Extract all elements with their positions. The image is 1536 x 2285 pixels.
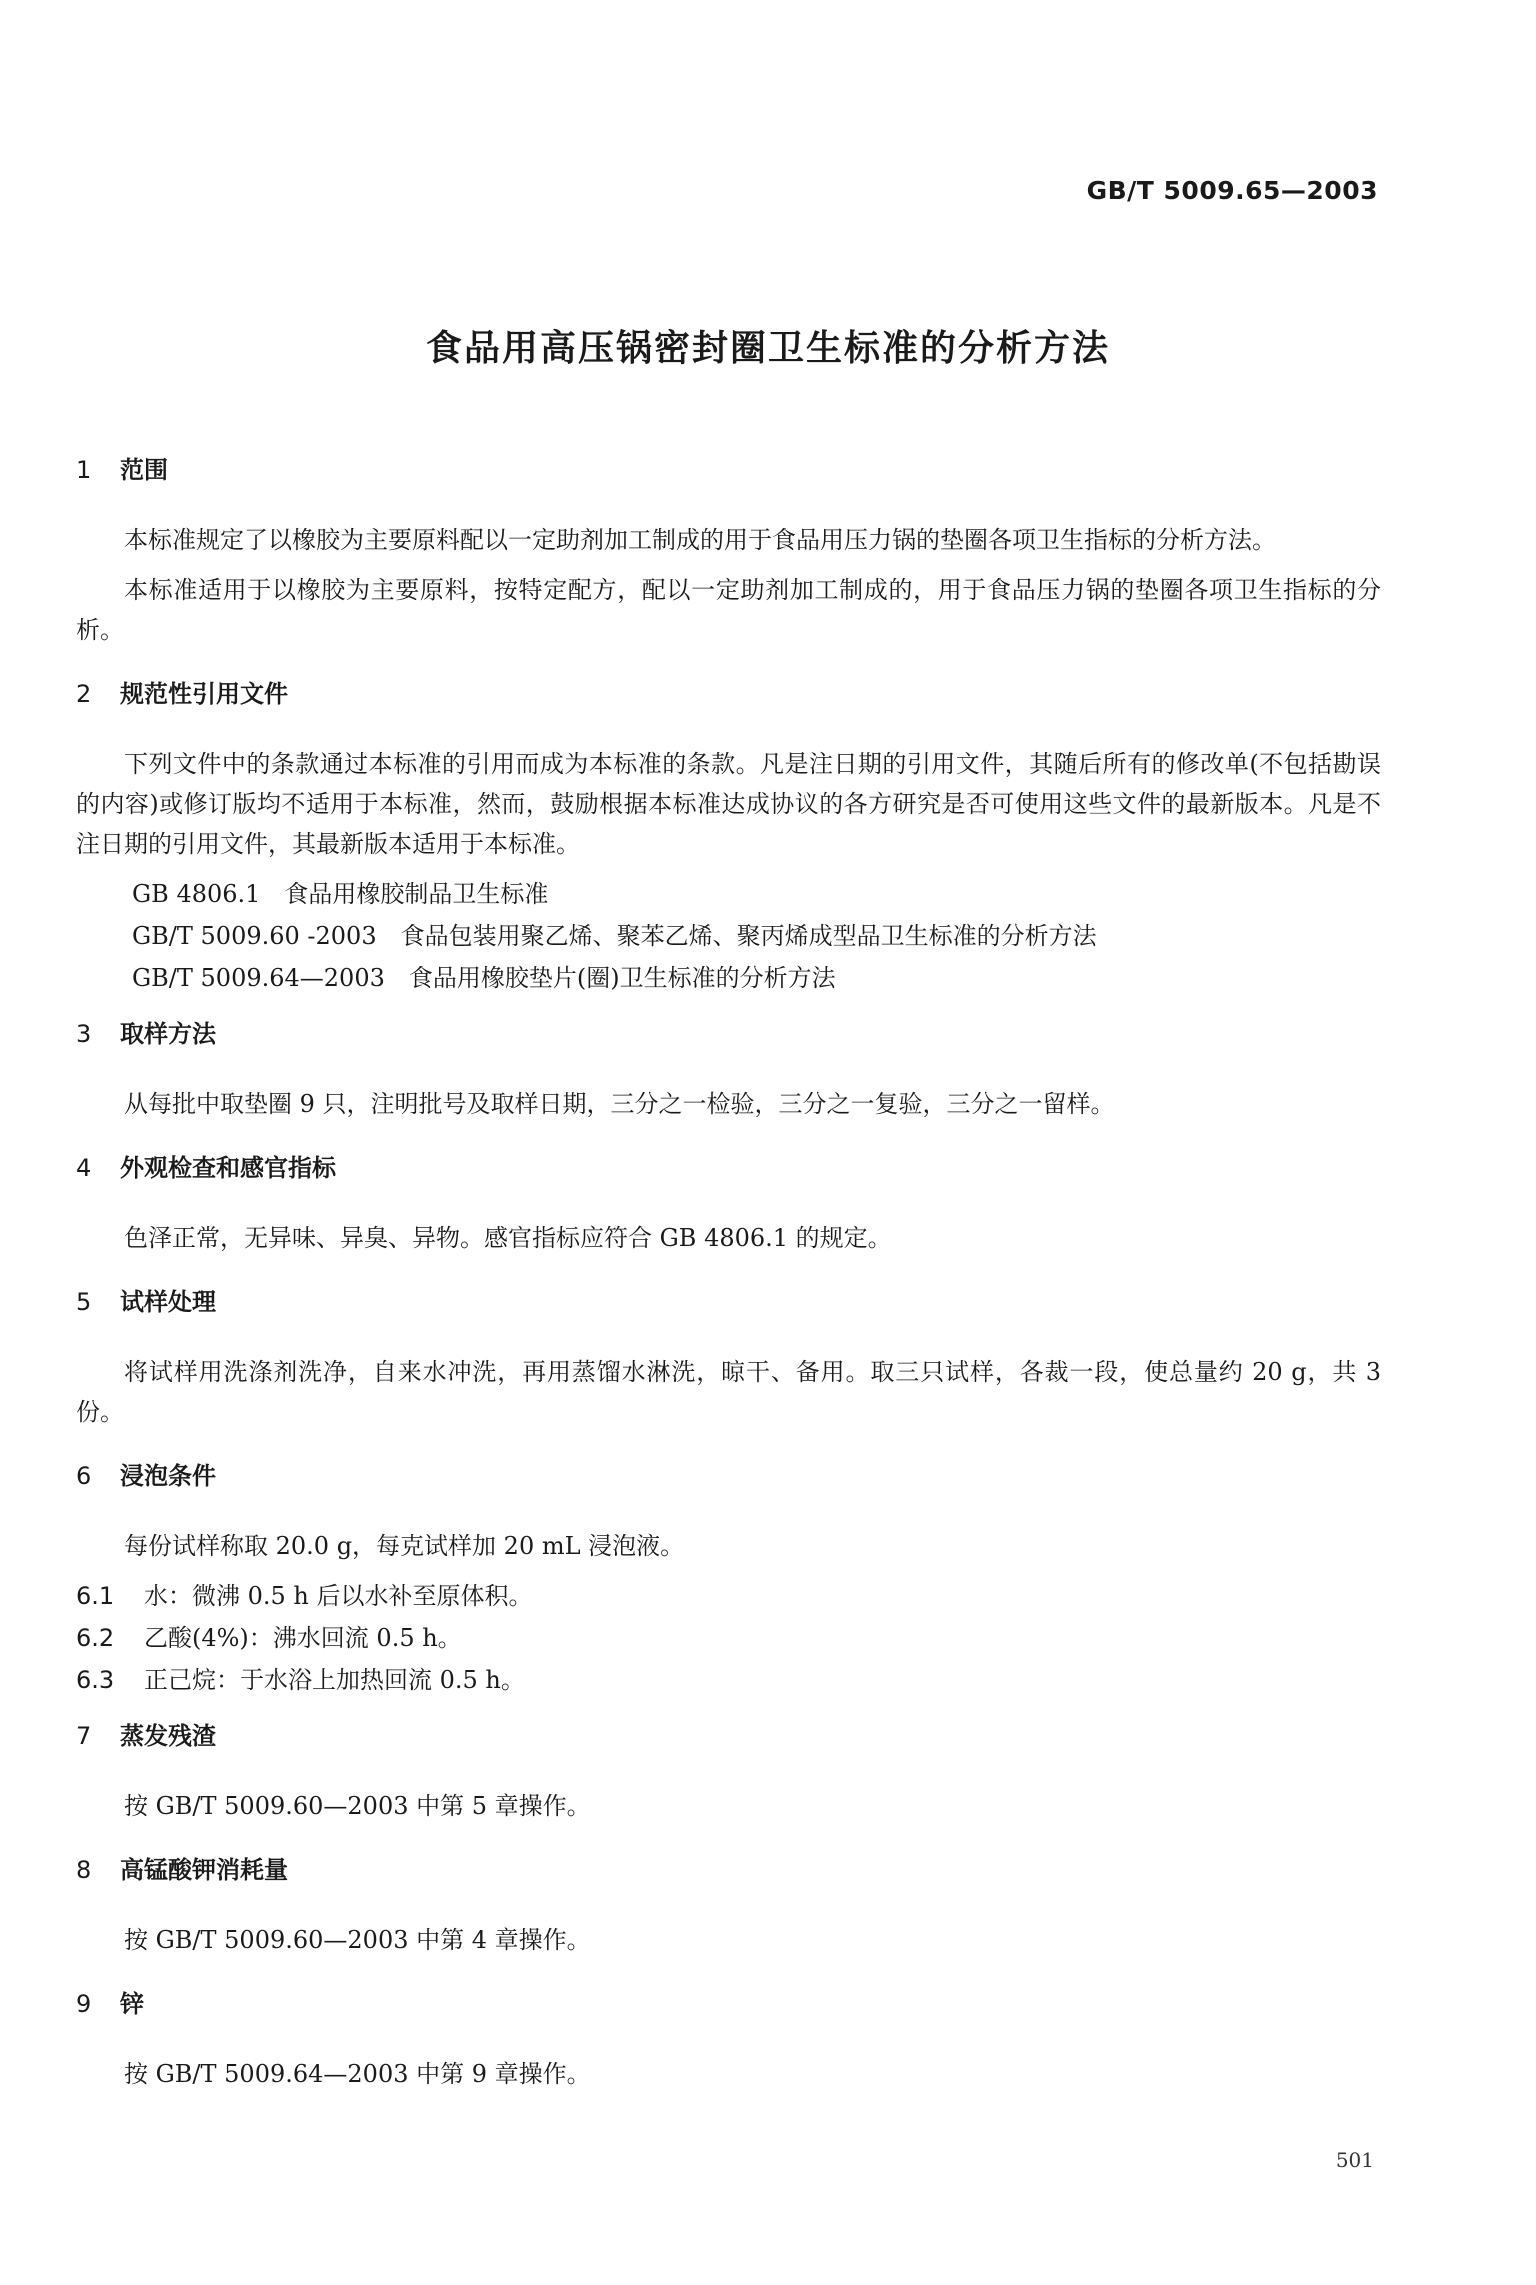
paragraph: 按 GB/T 5009.60—2003 中第 5 章操作。	[124, 1792, 591, 1820]
section-number: 1	[76, 456, 92, 484]
section-heading	[76, 1282, 1381, 1322]
paragraph: 本标准规定了以橡胶为主要原料配以一定助剂加工制成的用于食品用压力锅的垫圈各项卫生指标的分析方法。	[124, 526, 1276, 554]
section-evaporation-residue	[76, 1716, 1381, 1826]
reference-item	[76, 916, 1381, 958]
document-title: 食品用高压锅密封圈卫生标准的分析方法	[425, 328, 1110, 369]
section-title: 取样方法	[120, 1020, 216, 1048]
paragraph: 从每批中取垫圈 9 只，注明批号及取样日期，三分之一检验，三分之一复验，三分之一留样。	[124, 1090, 1115, 1118]
section-number: 8	[76, 1856, 92, 1884]
section-heading	[76, 1456, 1381, 1496]
section-zinc	[76, 1984, 1381, 2094]
section-heading	[76, 450, 1381, 490]
section-title: 试样处理	[120, 1288, 216, 1316]
section-title: 浸泡条件	[120, 1462, 216, 1490]
section-number: 3	[76, 1020, 92, 1048]
section-heading	[76, 1716, 1381, 1756]
document-body	[76, 450, 1381, 2104]
section-heading	[76, 1148, 1381, 1188]
subclause-item	[76, 1618, 1381, 1660]
reference-code: GB 4806.1	[132, 880, 261, 908]
section-permanganate-consumption	[76, 1850, 1381, 1960]
section-title: 高锰酸钾消耗量	[120, 1856, 288, 1884]
reference-title: 食品包装用聚乙烯、聚苯乙烯、聚丙烯成型品卫生标准的分析方法	[400, 922, 1097, 950]
paragraph: 按 GB/T 5009.60—2003 中第 4 章操作。	[124, 1926, 591, 1954]
subclause-number: 6.2	[76, 1624, 115, 1652]
section-sample-treatment	[76, 1282, 1381, 1432]
section-heading	[76, 1984, 1381, 2024]
reference-item	[76, 874, 1381, 916]
reference-code: GB/T 5009.60 -2003	[132, 922, 377, 950]
section-scope	[76, 450, 1381, 650]
section-sampling	[76, 1014, 1381, 1124]
subclause-text: 乙酸(4%)：沸水回流 0.5 h。	[144, 1624, 462, 1652]
reference-item	[76, 958, 1381, 1000]
section-title: 锌	[120, 1990, 144, 2018]
section-title: 规范性引用文件	[120, 680, 288, 708]
paragraph: 下列文件中的条款通过本标准的引用而成为本标准的条款。凡是注日期的引用文件，其随后所有的修改单(不包括勘误的内容)或修订版均不适用于本标准，然而，鼓励根据本标准达成协议的各方研究是否可使用这些文件的最新版本。凡是不注日期的引用文件，其最新版本适用于本标准。	[76, 750, 1381, 858]
paragraph: 每份试样称取 20.0 g，每克试样加 20 mL 浸泡液。	[124, 1532, 685, 1560]
section-appearance	[76, 1148, 1381, 1258]
section-title: 范围	[120, 456, 168, 484]
subclause-text: 水：微沸 0.5 h 后以水补至原体积。	[144, 1582, 533, 1610]
subclause-number: 6.1	[76, 1582, 115, 1610]
reference-code: GB/T 5009.64—2003	[132, 964, 385, 992]
reference-title: 食品用橡胶垫片(圈)卫生标准的分析方法	[408, 964, 836, 992]
paragraph: 色泽正常，无异味、异臭、异物。感官指标应符合 GB 4806.1 的规定。	[124, 1224, 892, 1252]
section-heading	[76, 674, 1381, 714]
section-title: 外观检查和感官指标	[120, 1154, 336, 1182]
section-title: 蒸发残渣	[120, 1722, 216, 1750]
section-number: 4	[76, 1154, 92, 1182]
section-number: 5	[76, 1288, 92, 1316]
section-number: 2	[76, 680, 92, 708]
section-normative-references	[76, 674, 1381, 1000]
subclause-item	[76, 1660, 1381, 1702]
subclause-number: 6.3	[76, 1666, 115, 1694]
section-number: 7	[76, 1722, 92, 1750]
section-heading	[76, 1850, 1381, 1890]
section-number: 6	[76, 1462, 92, 1490]
paragraph: 将试样用洗涤剂洗净，自来水冲洗，再用蒸馏水淋洗，晾干、备用。取三只试样，各裁一段，使总量约 20 g，共 3 份。	[76, 1358, 1381, 1426]
section-number: 9	[76, 1990, 92, 2018]
paragraph: 本标准适用于以橡胶为主要原料，按特定配方，配以一定助剂加工制成的，用于食品压力锅的垫圈各项卫生指标的分析。	[76, 576, 1381, 644]
reference-title: 食品用橡胶制品卫生标准	[284, 880, 549, 908]
paragraph: 按 GB/T 5009.64—2003 中第 9 章操作。	[124, 2060, 591, 2088]
standard-code: GB/T 5009.65—2003	[1086, 176, 1378, 205]
subclause-item	[76, 1576, 1381, 1618]
subclause-text: 正己烷：于水浴上加热回流 0.5 h。	[144, 1666, 525, 1694]
section-soaking-conditions	[76, 1456, 1381, 1702]
section-heading	[76, 1014, 1381, 1054]
page-number: 501	[1335, 2148, 1374, 2172]
